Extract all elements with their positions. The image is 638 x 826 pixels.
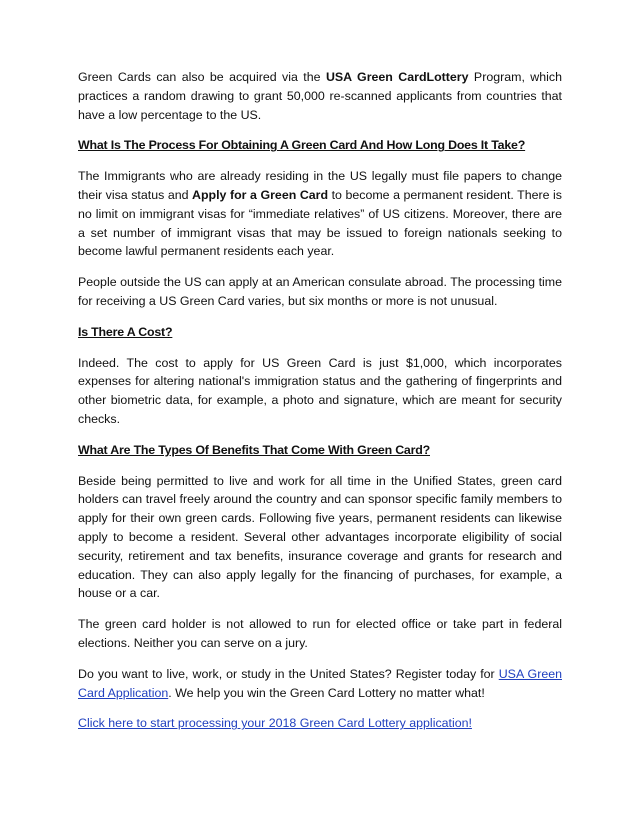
benefits-heading: What Are The Types Of Benefits That Come With Green Card? bbox=[78, 442, 430, 457]
cta-paragraph bbox=[78, 714, 562, 733]
apply-green-card-bold: Apply for a Green Card bbox=[192, 187, 329, 202]
intro-paragraph: Green Cards can also be acquired via the USA Green CardLottery Program, which practices a random drawing to grant 50,000 re-scanned applicants from countries that have a low percentage to the US. bbox=[78, 70, 562, 122]
process-paragraph: The Immigrants who are already residing in the US legally must file papers to change their visa status and Apply for a Green Card to become a permanent resident. There is no limit on immigrant visas for “immediate relatives” of US citizens. Moreover, there are a set number of immigrant visas that may be issued to foreign nationals seeking to become lawful permanent residents each year. bbox=[78, 169, 562, 259]
cost-paragraph: Indeed. The cost to apply for US Green Card is just $1,000, which incorporates expenses for altering national's immigration status and the gathering of fingerprints and other biometric data, for example, a photo and signature, which are meant for security checks. bbox=[78, 355, 562, 426]
restrictions-paragraph: The green card holder is not allowed to run for elected office or take part in federal elections. Neither you can serve on a jury. bbox=[78, 617, 562, 650]
cta-link[interactable]: Click here to start processing your 2018 Green Card Lottery application! bbox=[78, 716, 472, 731]
process-heading: What Is The Process For Obtaining A Green Card And How Long Does It Take? bbox=[78, 138, 526, 153]
lottery-program-bold: USA Green CardLottery bbox=[325, 70, 469, 84]
benefits-paragraph: Beside being permitted to live and work for all time in the Unified States, green card holders can travel freely around the country and can sponsor specific family members to apply for their own green cards. Following five years, permanent residents can likewise apply to become a resident. Several other advantages incorporate eligibility of social security, retirement and tax benefits, insurance coverage and grants for research and education. They can also apply legally for the financing of purchases, for example, a house or a car. bbox=[78, 473, 562, 601]
application-link[interactable]: USA Green Card Application bbox=[78, 666, 562, 700]
processing-time-paragraph: People outside the US can apply at an American consulate abroad. The processing time for receiving a US Green Card varies, but six months or more is not unusual. bbox=[78, 275, 562, 308]
register-paragraph: Do you want to live, work, or study in the United States? Register today for USA Green Card Application. We help you win the Green Card Lottery no matter what! bbox=[78, 666, 562, 700]
cost-heading: Is There A Cost? bbox=[78, 324, 173, 339]
